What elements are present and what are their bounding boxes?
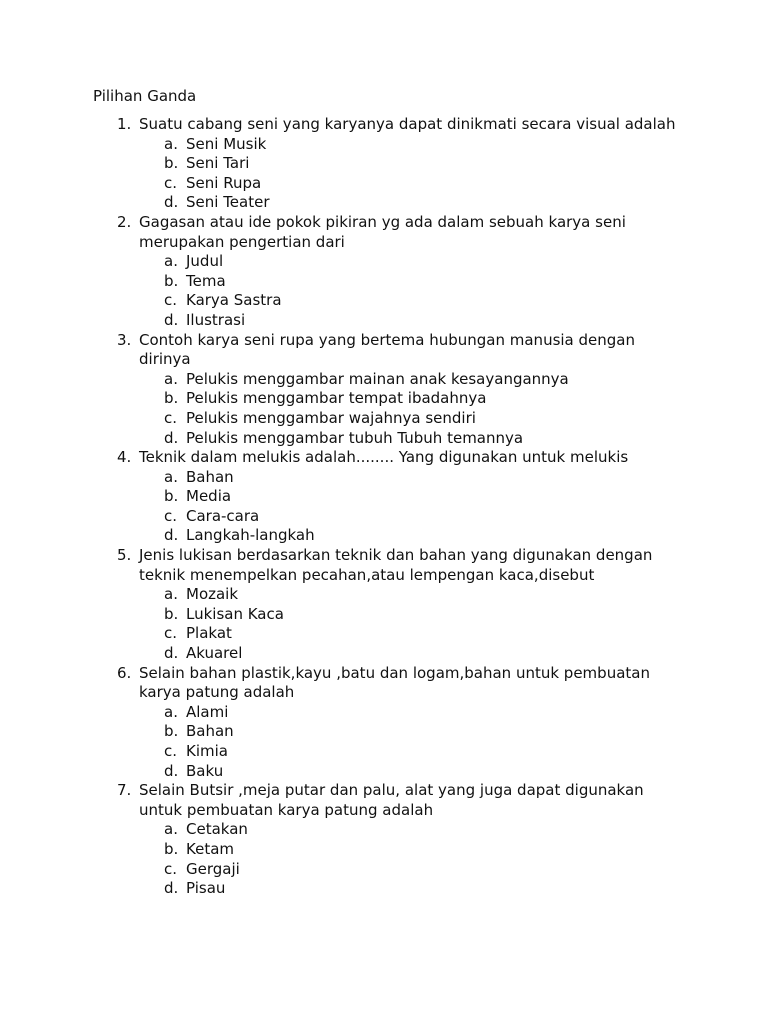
question-list [0, 115, 768, 899]
option-text: Pelukis menggambar tubuh Tubuh temannya [186, 428, 524, 447]
option-text: Ilustrasi [186, 310, 246, 329]
answer-option [0, 742, 768, 762]
option-letter: c. [164, 173, 178, 192]
option-letter: b. [164, 487, 179, 506]
option-text: Bahan [186, 722, 234, 741]
question-text: Teknik dalam melukis adalah........ Yang digunakan untuk melukis [139, 448, 629, 467]
answer-option [0, 252, 768, 272]
answer-option [0, 879, 768, 899]
option-text: Gergaji [186, 859, 240, 878]
option-letter: c. [164, 408, 178, 427]
option-text: Karya Sastra [186, 291, 282, 310]
question-text: Selain bahan plastik,kayu ,batu dan logam,bahan untuk pembuatan karya patung adalah [139, 663, 650, 702]
answer-option [0, 722, 768, 742]
option-text: Seni Rupa [186, 173, 262, 192]
answer-option [0, 624, 768, 644]
answer-option [0, 703, 768, 723]
answer-option [0, 429, 768, 449]
option-letter: a. [164, 134, 178, 153]
option-letter: d. [164, 761, 179, 780]
option-letter: d. [164, 428, 179, 447]
option-text: Pelukis menggambar tempat ibadahnya [186, 389, 487, 408]
option-text: Baku [186, 761, 224, 780]
option-letter: a. [164, 820, 178, 839]
answer-option [0, 389, 768, 409]
question-item [0, 448, 768, 546]
answer-option [0, 135, 768, 155]
answer-option [0, 605, 768, 625]
option-letter: a. [164, 467, 178, 486]
question-number: 4. [117, 448, 132, 467]
answer-option [0, 585, 768, 605]
question-item [0, 664, 768, 782]
option-text: Cetakan [186, 820, 248, 839]
option-letter: a. [164, 702, 178, 721]
question-text: Suatu cabang seni yang karyanya dapat dinikmati secara visual adalah [139, 115, 676, 133]
answer-option [0, 370, 768, 390]
question-text: Contoh karya seni rupa yang bertema hubungan manusia dengan dirinya [139, 330, 635, 369]
option-text: Lukisan Kaca [186, 604, 284, 623]
option-letter: c. [164, 291, 178, 310]
option-letter: c. [164, 859, 178, 878]
answer-option [0, 840, 768, 860]
option-text: Bahan [186, 467, 234, 486]
option-text: Pisau [186, 879, 226, 898]
option-letter: b. [164, 389, 179, 408]
option-text: Pelukis menggambar wajahnya sendiri [186, 408, 476, 427]
option-letter: d. [164, 644, 179, 663]
document-title: Pilihan Ganda [93, 87, 197, 105]
option-letter: a. [164, 585, 178, 604]
answer-option [0, 193, 768, 213]
option-text: Langkah-langkah [186, 526, 315, 545]
option-letter: a. [164, 252, 178, 271]
question-number: 3. [117, 330, 132, 349]
answer-option [0, 820, 768, 840]
question-number: 2. [117, 212, 132, 231]
answer-option [0, 762, 768, 782]
option-letter: b. [164, 604, 179, 623]
option-text: Pelukis menggambar mainan anak kesayangannya [186, 369, 569, 388]
option-letter: d. [164, 879, 179, 898]
option-text: Seni Teater [186, 193, 270, 212]
question-item [0, 546, 768, 664]
option-text: Plakat [186, 624, 232, 643]
question-item [0, 213, 768, 331]
option-letter: d. [164, 310, 179, 329]
option-letter: c. [164, 506, 178, 525]
option-letter: b. [164, 271, 179, 290]
answer-option [0, 154, 768, 174]
answer-option [0, 311, 768, 331]
option-letter: d. [164, 526, 179, 545]
option-text: Judul [186, 252, 224, 271]
question-number: 6. [117, 663, 132, 682]
option-letter: c. [164, 624, 178, 643]
option-text: Akuarel [186, 644, 243, 663]
option-text: Kimia [186, 742, 228, 760]
question-item [0, 331, 768, 449]
answer-option [0, 409, 768, 429]
answer-option [0, 174, 768, 194]
option-text: Media [186, 487, 232, 506]
question-item [0, 781, 768, 899]
option-letter: b. [164, 839, 179, 858]
answer-option [0, 487, 768, 507]
answer-option [0, 468, 768, 488]
option-text: Cara-cara [186, 506, 260, 525]
question-number: 1. [117, 115, 132, 133]
option-text: Mozaik [186, 585, 239, 604]
question-text: Jenis lukisan berdasarkan teknik dan bahan yang digunakan dengan teknik menempelkan pecahan,atau lempengan kaca,disebut [139, 546, 653, 584]
answer-option [0, 272, 768, 292]
question-text: Selain Butsir ,meja putar dan palu, alat yang juga dapat digunakan untuk pembuatan karya patung adalah [139, 781, 644, 819]
option-letter: b. [164, 154, 179, 173]
question-item [0, 115, 768, 213]
option-text: Seni Tari [186, 154, 250, 173]
answer-option [0, 507, 768, 527]
answer-option [0, 526, 768, 546]
answer-option [0, 644, 768, 664]
option-text: Ketam [186, 839, 235, 858]
answer-option [0, 291, 768, 311]
option-text: Alami [186, 702, 229, 721]
option-text: Seni Musik [186, 134, 267, 153]
question-number: 7. [117, 781, 132, 800]
answer-option [0, 860, 768, 880]
option-text: Tema [186, 271, 226, 290]
option-letter: a. [164, 369, 178, 388]
question-text: Gagasan atau ide pokok pikiran yg ada dalam sebuah karya seni merupakan pengertian dari [139, 212, 626, 251]
option-letter: d. [164, 193, 179, 212]
option-letter: b. [164, 722, 179, 741]
question-number: 5. [117, 546, 132, 565]
option-letter: c. [164, 742, 178, 760]
